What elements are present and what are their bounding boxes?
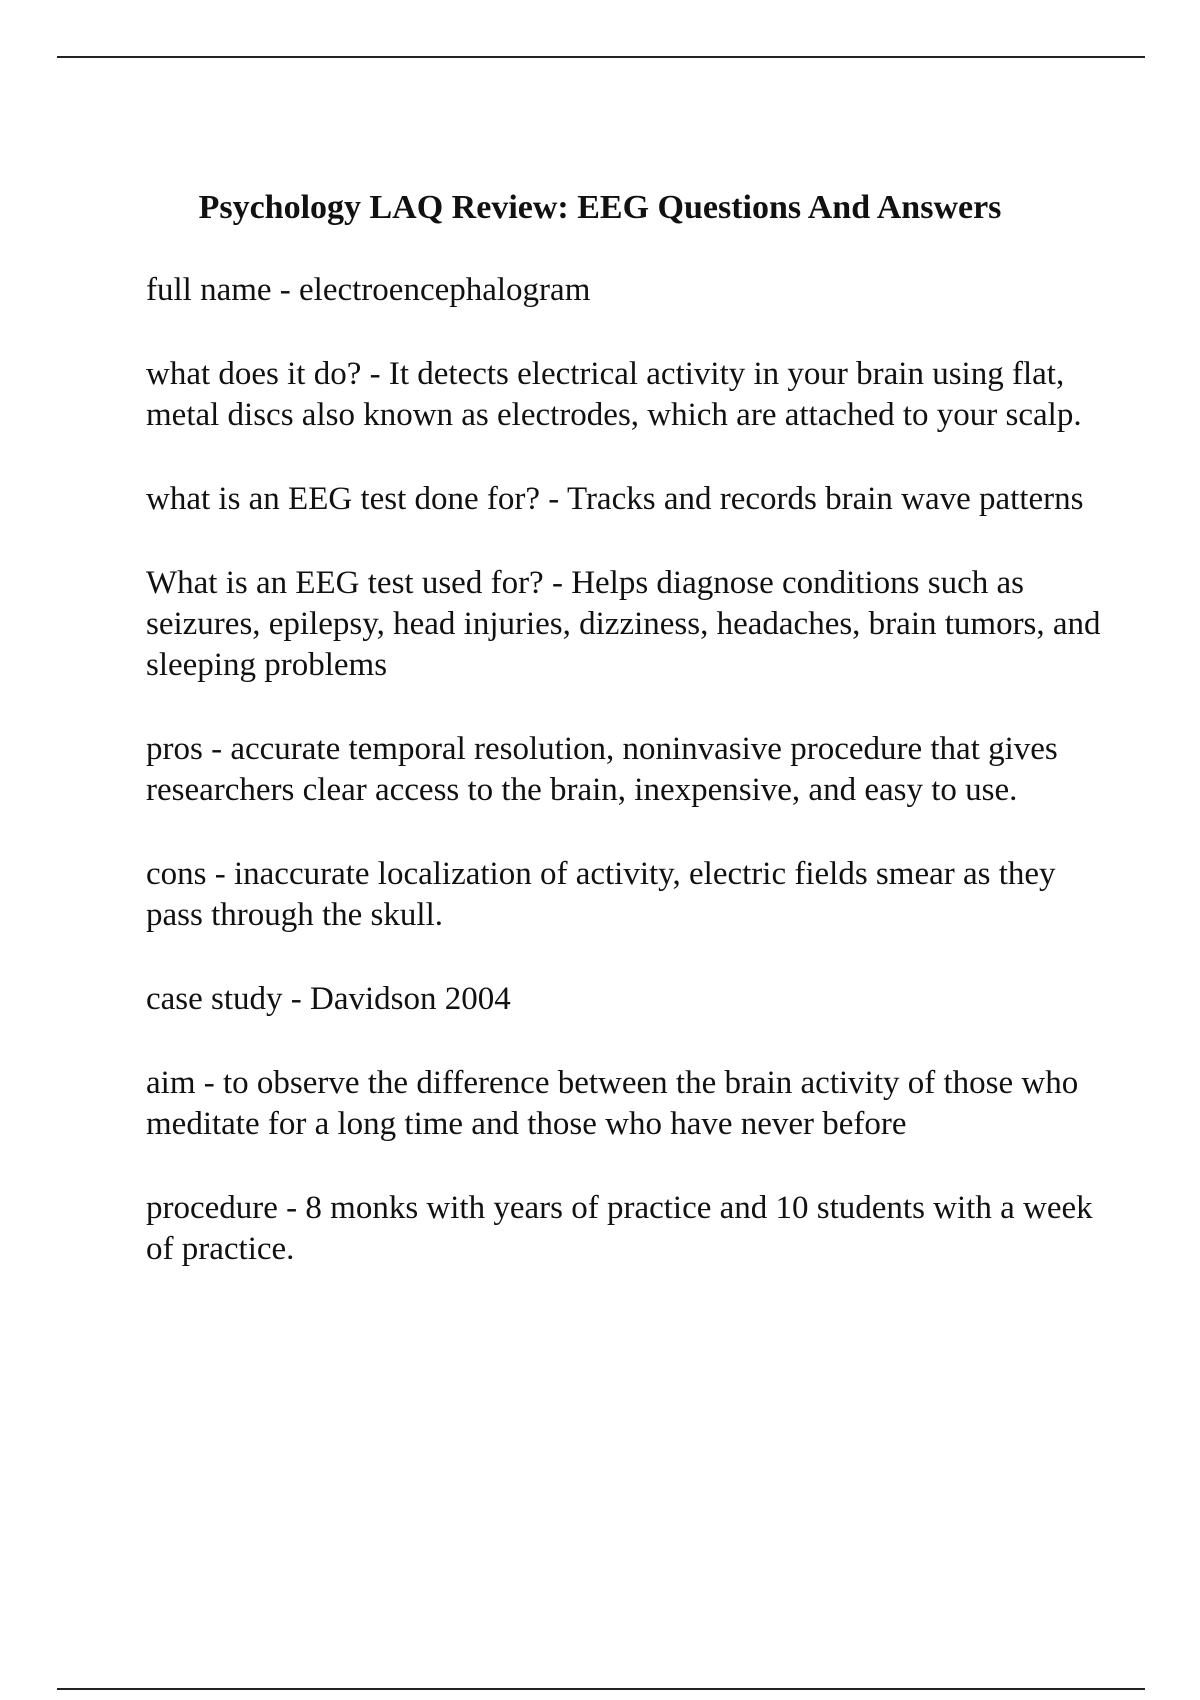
qa-item-used-for: What is an EEG test used for? - Helps diagnose conditions such as seizures, epilepsy, head injuries, dizziness, headaches, brain tumors, and sleeping problems bbox=[146, 565, 1101, 683]
qa-item-aim: aim - to observe the difference between the brain activity of those who meditate for a long time and those who have never before bbox=[146, 1065, 1079, 1142]
qa-list bbox=[146, 270, 1106, 1313]
qa-item-full-name: full name - electroencephalogram bbox=[146, 272, 591, 308]
bottom-rule bbox=[57, 1688, 1145, 1690]
qa-item-case-study: case study - Davidson 2004 bbox=[146, 981, 511, 1017]
qa-item-pros: pros - accurate temporal resolution, noninvasive procedure that gives researchers clear access to the brain, inexpensive, and easy to use. bbox=[146, 731, 1058, 808]
top-rule bbox=[57, 56, 1145, 58]
document-title: Psychology LAQ Review: EEG Questions And Answers bbox=[198, 189, 1002, 226]
qa-item-cons: cons - inaccurate localization of activity, electric fields smear as they pass through the skull. bbox=[146, 856, 1056, 933]
qa-item-done-for: what is an EEG test done for? - Tracks and records brain wave patterns bbox=[146, 481, 1084, 517]
qa-item-procedure: procedure - 8 monks with years of practice and 10 students with a week of practice. bbox=[146, 1190, 1093, 1267]
qa-item-what-does-it-do: what does it do? - It detects electrical activity in your brain using flat, metal discs also known as electrodes, which are attached to your scalp. bbox=[146, 356, 1082, 433]
